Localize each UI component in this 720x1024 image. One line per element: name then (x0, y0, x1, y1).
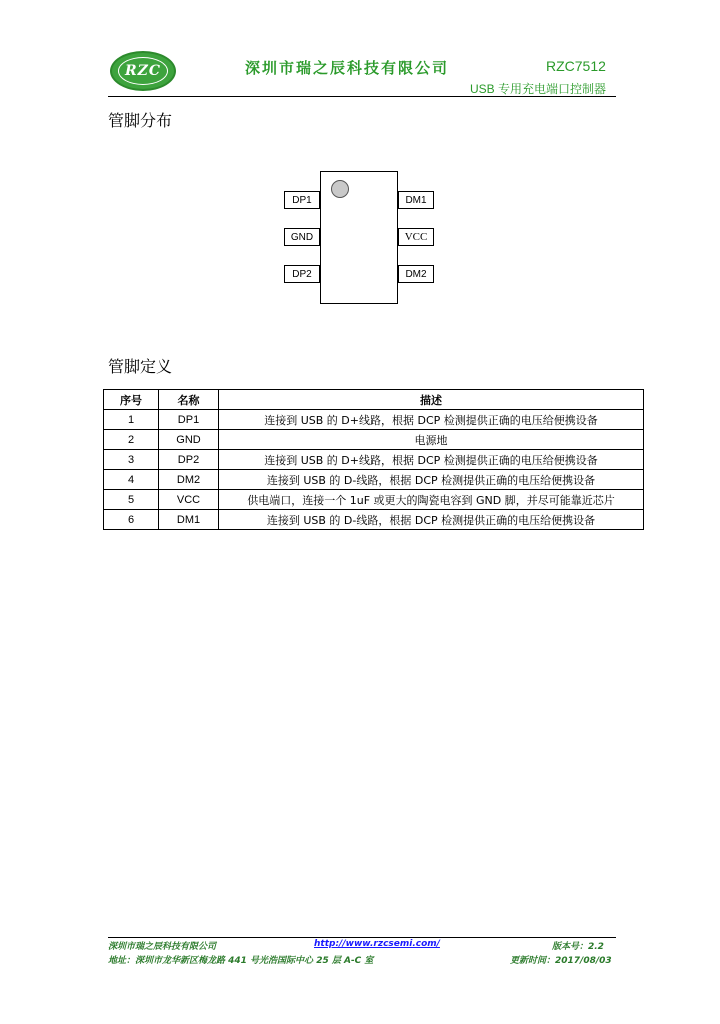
table-row (104, 430, 644, 450)
header-name: 名称 (159, 390, 219, 410)
footer-company: 深圳市瑞之辰科技有限公司 (108, 942, 217, 952)
footer-divider (108, 937, 616, 938)
cell-no: 1 (104, 410, 159, 430)
cell-desc: 供电端口，连接一个 1uF 或更大的陶瓷电容到 GND 脚，并尽可能靠近芯片 (219, 490, 644, 510)
pin-dm2: DM2 (398, 265, 434, 283)
definition-heading: 管脚定义 (108, 357, 173, 376)
company-name: 深圳市瑞之辰科技有限公司 (245, 59, 450, 77)
pinout-heading: 管脚分布 (108, 111, 173, 130)
cell-desc: 电源地 (219, 430, 644, 450)
pin-vcc: VCC (398, 228, 434, 246)
footer-website-link[interactable]: http://www.rzcsemi.com/ (314, 939, 440, 949)
cell-name: DP1 (159, 410, 219, 430)
cell-desc: 连接到 USB 的 D+线路，根据 DCP 检测提供正确的电压给便携设备 (219, 410, 644, 430)
pin-dp2: DP2 (284, 265, 320, 283)
cell-name: VCC (159, 490, 219, 510)
cell-name: DM1 (159, 510, 219, 530)
table-header-row (104, 390, 644, 410)
table-row (104, 450, 644, 470)
header-desc: 描述 (219, 390, 644, 410)
footer-address: 地址：深圳市龙华新区梅龙路 441 号光浩国际中心 25 层 A-C 室 (108, 956, 374, 966)
cell-no: 5 (104, 490, 159, 510)
table-row (104, 510, 644, 530)
cell-desc: 连接到 USB 的 D-线路，根据 DCP 检测提供正确的电压给便携设备 (219, 510, 644, 530)
logo-text: RZC (118, 57, 168, 85)
cell-name: DM2 (159, 470, 219, 490)
cell-no: 6 (104, 510, 159, 530)
pin-dm1: DM1 (398, 191, 434, 209)
product-subtitle: USB 专用充电端口控制器 (470, 82, 607, 96)
table-row (104, 490, 644, 510)
pin-gnd: GND (284, 228, 320, 246)
footer-updated: 更新时间：2017/08/03 (510, 956, 612, 966)
footer-version: 版本号：2.2 (552, 942, 604, 952)
company-logo (110, 51, 176, 91)
model-number: RZC7512 (546, 58, 606, 74)
pin1-marker (331, 180, 349, 198)
cell-no: 2 (104, 430, 159, 450)
cell-desc: 连接到 USB 的 D-线路，根据 DCP 检测提供正确的电压给便携设备 (219, 470, 644, 490)
cell-no: 3 (104, 450, 159, 470)
cell-desc: 连接到 USB 的 D+线路，根据 DCP 检测提供正确的电压给便携设备 (219, 450, 644, 470)
table-row (104, 470, 644, 490)
header-no: 序号 (104, 390, 159, 410)
cell-no: 4 (104, 470, 159, 490)
pin-definition-table (103, 389, 644, 530)
cell-name: GND (159, 430, 219, 450)
pin-dp1: DP1 (284, 191, 320, 209)
table-row (104, 410, 644, 430)
cell-name: DP2 (159, 450, 219, 470)
